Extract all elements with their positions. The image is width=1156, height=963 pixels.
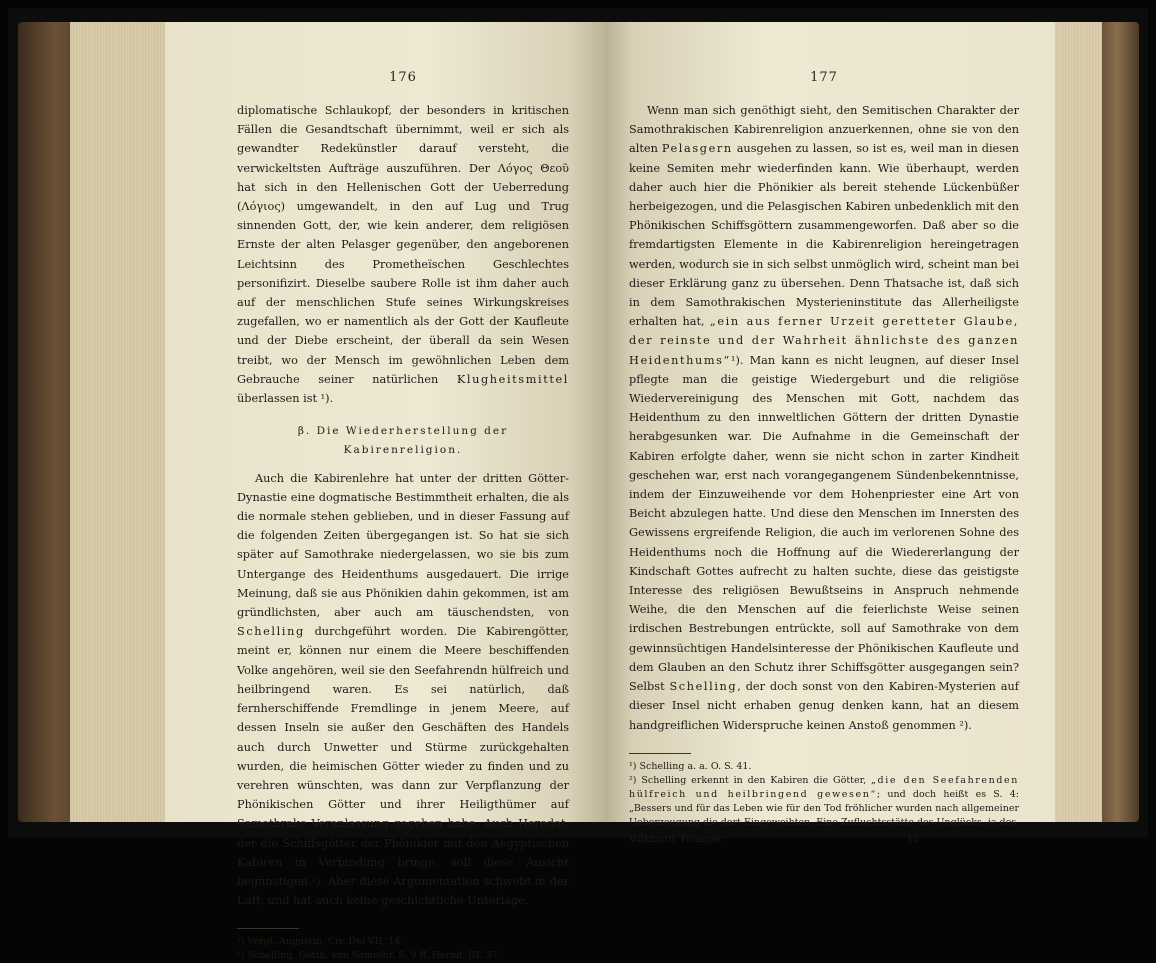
left-body-text <box>237 101 569 910</box>
signature-author: Volkmuth, Pelasger. <box>629 833 724 845</box>
right-spaced-quote: „ein aus ferner Urzeit geretteter Glaube, der reinste und der Wahrheit ähnlichste des ganzen Heidenthums“ <box>629 315 1019 367</box>
left-spaced-term: Klugheitsmittel <box>456 372 570 386</box>
right-paragraph-1-text-c: ¹). Man kann es nicht leugnen, auf dieser Insel pflegte man die geistige Wiedergeburt und die religiöse Wiedervereinigung des Menschen mit Gott, nachdem das Heidenthum zu den innweltlichen Göttern der dritten Dynastie herabgesunken war. Die Aufnahme in die Gemeinschaft der Kabiren erfolgte daher, wenn sie nicht schon in zarter Kindheit geschehen war, erst nach vorangegangenem Sündenbekenntnisse, indem der Einzuweihende vor dem Hohenpriester eine Art von Beicht abzulegen hatte. Und diese den Menschen im Innersten des Gewissens ergreifende Religion, die auch im verlorenen Sohne des Heidenthums noch die Hoffnung auf die Wiedererlangung der Kindschaft Gottes aufrecht zu halten suchte, diese das geistigste Interesse des religiösen Bewußtseins in Anspruch nehmende Weihe, die den Menschen auf die feierlichste Weise seinen irdischen Bestrebungen entrückte, soll auf Samothrake von dem gewinnsüchtigen Handelsinteresse der Phönikischen Kaufleute und dem Glauben an den Schutz ihrer Schiffsgötter ausgegangen sein? Selbst <box>629 353 1019 694</box>
left-paragraph-1-end: überlassen ist ¹). <box>237 392 334 406</box>
section-heading: β. Die Wiederherstellung der Kabirenreligion. <box>297 425 509 457</box>
right-footnote-2-quote: „die den Seefahrenden hülfreich und heilbringend gewesen“ <box>629 774 1019 800</box>
right-footnote-2-text-b: ; und doch heißt es S. 4: „Bessers und für das Leben wie für den Tod fröhlicher wurden nach allgemeiner Ueberzeugung die dort Eingeweihten. Eine Zufluchtsstätte des Unglücks, ja des <box>629 788 1019 828</box>
left-paragraph-2-text-a: Auch die Kabirenlehre hat unter der dritten Götter-Dynastie eine dogmatische Bestimmtheit erhalten, die als die normale stehen geblieben, und in dieser Fassung auf die folgenden Zeiten übergegangen ist. So hat sie sich später auf Samothrake niedergelassen, wo sie bis zum Untergange des Heidenthums ausgedauert. Die irrige Meinung, daß sie aus Phönikien dahin gekommen, ist am gründlichsten, aber auch am täuschendsten, von <box>237 471 569 620</box>
right-footnotes <box>629 760 1019 830</box>
left-paragraph-2 <box>237 469 569 911</box>
right-spaced-name: Pelasgern <box>661 142 733 156</box>
right-footnote-2 <box>629 774 1019 830</box>
right-spaced-name-2: Schelling <box>669 680 738 694</box>
left-footnote-2: ²) Schelling, Gotth. von Samothr. S. 9 ff. Herod. III, 37. <box>237 950 501 962</box>
page-edges-right <box>1050 22 1102 822</box>
left-spaced-name: Schelling <box>237 625 305 639</box>
page-number-right: 177 <box>810 70 838 85</box>
right-paragraph-1-text-d: , der doch sonst von den Kabiren-Mysterien auf dieser Insel nicht erhaben genug denken kann, hat an diesem handgreiflichen Widerspruche keinen Anstoß genommen ²). <box>629 680 1019 732</box>
page-edges-left <box>70 22 170 822</box>
right-paragraph-1 <box>629 101 1019 735</box>
left-page <box>165 22 605 962</box>
page-number-left: 176 <box>389 70 417 85</box>
left-paragraph-2-text-b: durchgeführt worden. Die Kabirengötter, meint er, können nur einem die Meere beschiffenden Volke angehören, weil sie den Seefahrendn hülfreich und heilbringend waren. Es sei natürlich, daß fernherschiffende Fremdlinge in jenem Meere, auf dessen Inseln sie außer den Geschäften des Handels auch durch Unwetter und Stürme zurückgehalten wurden, die heimischen Götter wieder zu finden und zu verehren wünschten, was dann zur Verpflanzung der Phönikischen Götter und ihrer Heiligthümer auf Samothrake Veranlassung gegeben habe. Auch Herodot, der die Schiffsgötter der Phönikier mit den Aegyptischen Kabiren in Verbindung bringe, soll diese Ansicht begünstigen ²). Aber diese Argumentation schwebt in der Luft, und hat auch keine geschichtliche Unterlage. <box>237 625 569 908</box>
right-footnote-2-text-a: ²) Schelling erkennt in den Kabiren die Götter, <box>629 774 867 786</box>
footnote-rule-left <box>237 928 299 929</box>
right-paragraph-1-text-a: Wenn man sich genöthigt sieht, den Semitischen Charakter der Samothrakischen Kabirenreligion anzuerkennen, ohne sie von den alten <box>629 104 1019 156</box>
left-footnote-1: ¹) Vergl. Augustin. Civ. Dei VII, 14. <box>237 936 404 948</box>
footnote-rule-right <box>629 753 691 754</box>
left-paragraph-1 <box>237 101 569 408</box>
signature-number: 12 <box>906 833 919 845</box>
signature-line <box>629 834 1019 845</box>
right-page <box>605 22 1055 845</box>
left-footnotes <box>237 935 569 963</box>
left-paragraph-1-text: diplomatische Schlaukopf, der besonders in kritischen Fällen die Gesandtschaft übernimmt, weil er sich als gewandter Redekünstler darauf versteht, die verwickeltsten Aufträge auszuführen. Der Λόγος Θεοῦ hat sich in den Hellenischen Gott der Ueberredung (Λόγιος) umgewandelt, in den auf Lug und Trug sinnenden Gott, der, wie kein anderer, dem religiösen Ernste der alten Pelasger gegenüber, den angeborenen Leichtsinn des Prometheïschen Geschlechtes personifizirt. Dieselbe saubere Rolle ist ihm daher auch auf der menschlichen Stufe seines Wirkungskreises zugefallen, wo er namentlich als der Gott der Kaufleute und der Diebe erscheint, der überall da sein Wesen treibt, wo der Mensch im gewöhnlichen Leben dem Gebrauche seiner natürlichen <box>237 104 569 386</box>
right-footnote-1: ¹) Schelling a. a. O. S. 41. <box>629 760 752 772</box>
right-body-text <box>629 101 1019 735</box>
right-paragraph-1-text-b: ausgehen zu lassen, so ist es, weil man in diesen keine Semiten mehr wiederfinden kann. Wie überhaupt, werden daher auch hier die Phönikier als bereit stehende Lückenbüßer herbeigezogen, und die Pelasgischen Kabiren unbedenklich mit den Phönikischen Schiffsgöttern zusammengeworfen. Daß aber so die fremdartigsten Elemente in die Kabirenreligion hereingetragen werden, wodurch sie in sich selbst unmöglich wird, scheint man bei dieser Erklärung ganz zu übersehen. Denn Thatsache ist, daß sich in dem Samothrakischen Mysterieninstitute das Allerheiligste erhalten hat, <box>629 142 1020 329</box>
